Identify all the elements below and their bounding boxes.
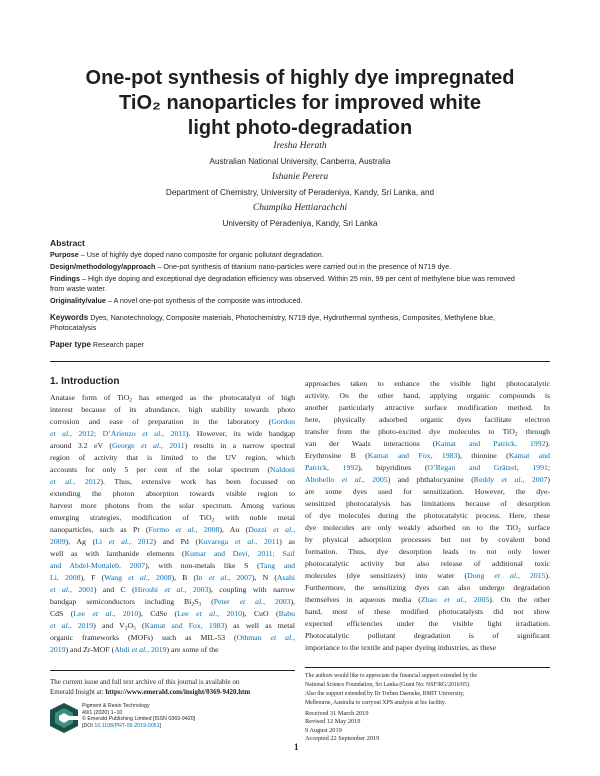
body-text: CdS ( xyxy=(50,609,74,619)
citation-link[interactable]: Reddy xyxy=(473,475,502,485)
body-text: ), coupling with narrow xyxy=(208,585,295,595)
publisher-info xyxy=(82,703,232,729)
citation-link[interactable]: Kamat and Fox, 1983 xyxy=(144,621,225,631)
citation-link[interactable]: , 2010 xyxy=(113,609,139,619)
article-title xyxy=(40,66,560,141)
keywords-text: Dyes, Nanotechnology, Composite materials, Photochemistry, N719 dye, Hydrothermal synthesis, Composites, Methylene blue, xyxy=(90,313,496,322)
findings-text: – High dye doping and exceptional dye degradation efficiency was observed. Within 25 min, 99 per cent of methylene blue was removed xyxy=(81,274,515,283)
body-text: ), CuO ( xyxy=(242,609,279,619)
author-name: Iresha Herath xyxy=(273,141,327,151)
body-line xyxy=(305,570,550,582)
archive-note-line xyxy=(50,687,300,697)
purpose-label: Purpose xyxy=(50,250,79,259)
body-text: ), CdSe ( xyxy=(138,609,178,619)
citation-link[interactable]: et al. xyxy=(341,475,363,485)
body-text: approaches taken to enhance the visible light photocatalytic xyxy=(305,379,550,388)
body-text: transfer from the photo-excited dye molecules to TiO xyxy=(305,427,515,437)
body-text: ) and C ( xyxy=(93,585,135,595)
body-text: ). On the other xyxy=(489,595,550,605)
abstract-design xyxy=(50,262,550,272)
body-text: interest because of its abundance, high stability towards photo xyxy=(50,405,295,415)
doi-suffix: ] xyxy=(159,722,162,729)
body-line xyxy=(305,510,550,522)
body-text: ) as xyxy=(279,537,295,547)
body-text: 5 xyxy=(133,625,136,632)
acknowledgement-line: National Science Foundation, Sri Lanka (Grant No: NSF/RG/2016/05). xyxy=(305,682,471,688)
citation-link[interactable]: , 2007 xyxy=(522,475,548,485)
citation-link[interactable]: , 2008 xyxy=(195,525,220,535)
acknowledgement xyxy=(305,672,555,708)
body-line xyxy=(305,450,550,462)
body-text: photocatalytic activity but also release of additional toxic xyxy=(305,559,550,569)
originality-text: – A novel one-pot synthesis of the composite was introduced. xyxy=(107,296,303,305)
body-text: Photocatalytic pollutant degradation is of significant xyxy=(305,631,550,641)
citation-link[interactable]: et al. xyxy=(142,429,163,439)
body-text: Anatase form of TiO xyxy=(50,393,130,402)
keywords-cont: Photocatalysis xyxy=(50,323,97,332)
citation-link[interactable]: et al. xyxy=(270,633,294,643)
body-text: 2 xyxy=(514,431,518,438)
citation-link[interactable]: Kuvarega xyxy=(198,537,235,547)
citation-link[interactable]: 2009 xyxy=(50,537,66,547)
citation-link[interactable]: O’Regan and Grätzel, 1991 xyxy=(427,463,548,473)
body-text: extending the photon absorption towards visible region to xyxy=(50,489,295,499)
citation-link[interactable]: , 2011 xyxy=(162,429,186,439)
archive-note-line: The current issue and full text archive of this journal is available on xyxy=(50,678,240,686)
acknowledgement-line: Also the support extended by Dr Torben Daeneke, RMIT University, xyxy=(305,691,465,697)
citation-link[interactable]: et al. xyxy=(208,573,229,583)
body-text: ) and Zr-MOF ( xyxy=(65,645,115,655)
body-text: activity. On the other hand, applying organic compounds is xyxy=(305,391,550,401)
date-accepted: Accepted 22 September 2019 xyxy=(305,735,380,743)
date-revised: Revised 12 May 2019 xyxy=(305,718,361,726)
body-line xyxy=(50,632,295,644)
citation-link[interactable]: , 2012 xyxy=(129,537,154,547)
body-line xyxy=(50,620,295,632)
citation-link[interactable]: , 2012 xyxy=(73,477,101,487)
body-line xyxy=(50,608,295,620)
citation-link[interactable]: , 2015 xyxy=(517,571,546,581)
author-name: Champika Hettiarachchi xyxy=(252,203,348,213)
citation-link[interactable]: , 2003 xyxy=(184,585,209,595)
citation-link[interactable]: , xyxy=(293,633,295,643)
citation-link[interactable]: , 2010 xyxy=(217,609,243,619)
body-line xyxy=(305,474,550,486)
body-text: ), thionine ( xyxy=(457,451,509,461)
body-text: Furthermore, the sensitizing dyes can also undergo degradation xyxy=(305,583,550,593)
citation-link[interactable]: Babu xyxy=(278,609,295,619)
body-line xyxy=(50,584,295,596)
body-text: another particularly attractive surface modification method. In xyxy=(305,403,550,413)
body-text: sensitized photocatalysis has limitations because of desorption xyxy=(305,499,550,509)
body-text: emerging strategies, modification of TiO xyxy=(50,513,212,523)
citation-link[interactable]: Kumar and Devi, 2011; Saif xyxy=(184,549,295,559)
citation-link[interactable]: et al. xyxy=(443,595,465,605)
body-line xyxy=(50,524,295,536)
paper-type xyxy=(50,340,550,350)
findings-label: Findings xyxy=(50,274,80,283)
citation-link[interactable]: Kamat and xyxy=(508,451,550,461)
doi-prefix: [DOI xyxy=(82,722,95,729)
body-line xyxy=(50,440,295,452)
emerald-logo-icon xyxy=(50,703,78,733)
keywords xyxy=(50,313,550,323)
body-line xyxy=(305,582,550,594)
body-column-left xyxy=(50,392,295,656)
body-line xyxy=(50,560,295,572)
paper-type-text: Research paper xyxy=(92,340,145,349)
body-text: ), F ( xyxy=(80,573,105,583)
body-text: accounts for only 5 per cent of the solar spectrum ( xyxy=(50,465,271,475)
citation-link[interactable]: , 2011 xyxy=(255,537,280,547)
citation-link[interactable]: et al. xyxy=(128,573,148,583)
citation-link[interactable]: Othman xyxy=(236,633,271,643)
body-text: has emerged as the photocatalyst of high xyxy=(132,393,295,402)
citation-link[interactable]: et al. xyxy=(131,645,148,655)
body-line xyxy=(50,476,295,488)
acknowledgement-line: Melbourne, Australia to carryout XPS analysis at his facility. xyxy=(305,700,446,706)
divider xyxy=(50,361,550,362)
body-line xyxy=(305,594,550,606)
body-line xyxy=(305,546,550,558)
body-text: ; xyxy=(547,463,550,473)
body-text: O xyxy=(127,621,134,631)
citation-link[interactable]: George xyxy=(111,441,142,451)
body-line xyxy=(305,558,550,570)
body-line xyxy=(305,414,550,426)
body-line xyxy=(50,404,295,416)
citation-link[interactable]: et al. xyxy=(239,597,264,607)
body-text: 2 xyxy=(124,625,128,632)
citation-link[interactable]: et al. xyxy=(92,609,114,619)
acknowledgement-line: The authors would like to appreciate the financial support extended by the xyxy=(305,673,478,679)
body-text: are some dyes used for sensitization. However, the dye- xyxy=(305,487,550,497)
paper-type-label: Paper type xyxy=(50,340,91,349)
body-line xyxy=(305,630,550,642)
citation-link[interactable]: , 2007 xyxy=(228,573,252,583)
divider xyxy=(305,667,550,668)
citation-link[interactable]: Patrick, 1992 xyxy=(305,463,359,473)
citation-link[interactable]: Gordon xyxy=(271,417,295,427)
design-text: – One-pot synthesis of titanium nano-particles were carried out in the presence of N719 dye. xyxy=(157,262,452,271)
body-text: ) as well as metal xyxy=(224,621,295,631)
archive-note-prefix: Emerald Insight at: xyxy=(50,688,106,696)
body-text: 2 xyxy=(518,527,521,534)
divider xyxy=(50,670,295,671)
body-line xyxy=(50,512,295,524)
body-text: around 3.2 eV ( xyxy=(50,441,112,451)
body-text: harvest more photons from the solar spectrum. Among various xyxy=(50,501,295,511)
body-text: ) results in a narrow spectral xyxy=(184,441,295,451)
journal-volume: 49/1 (2020) 1–10 xyxy=(82,709,123,716)
body-text: ) and phthalocyanine ( xyxy=(387,475,474,485)
body-text: ). xyxy=(545,439,550,449)
body-text: with noble metal xyxy=(214,513,295,523)
body-line xyxy=(50,464,295,476)
body-text: ). xyxy=(545,571,550,581)
section-heading: 1. Introduction xyxy=(50,376,120,387)
citation-link[interactable]: et al. xyxy=(50,429,71,439)
citation-link[interactable]: Lee xyxy=(73,609,93,619)
doi-line xyxy=(82,723,232,730)
citation-link[interactable]: 2019 xyxy=(50,645,66,655)
body-line xyxy=(50,572,295,584)
body-text: S xyxy=(194,597,199,607)
body-text: importance to the textile and paper dyeing industries, as these xyxy=(305,643,497,653)
body-line xyxy=(305,426,550,438)
citation-link[interactable]: Formo xyxy=(148,525,176,535)
citation-link[interactable]: Kamat and Fox, 1983 xyxy=(367,451,458,461)
body-line xyxy=(305,534,550,546)
citation-link[interactable]: , 2019 xyxy=(147,645,167,655)
body-text: ( xyxy=(201,597,214,607)
date-revised-2: 9 August 2019 xyxy=(305,726,342,734)
body-text: surface xyxy=(520,523,550,533)
citation-link[interactable]: Peter xyxy=(213,597,240,607)
body-line xyxy=(50,500,295,512)
body-text: molecules (dye sensitizers) into water ( xyxy=(305,571,468,581)
citation-link[interactable]: et al. xyxy=(234,537,256,547)
citation-link[interactable]: and Abdel-Mottaleb, 2007 xyxy=(50,561,146,571)
archive-link[interactable]: https://www.emerald.com/insight/0369-9420.htm xyxy=(105,688,251,696)
citation-link[interactable]: , 2011 xyxy=(161,441,185,451)
citation-link[interactable]: Dozzi xyxy=(248,525,274,535)
body-line xyxy=(305,522,550,534)
article-dates xyxy=(305,710,505,744)
body-text: by physical adsorption processes but not by covalent bond xyxy=(305,535,550,545)
body-text: ), xyxy=(290,597,295,607)
abstract-findings xyxy=(50,274,550,284)
body-line xyxy=(50,428,295,440)
citation-link[interactable]: Asahi xyxy=(276,573,295,583)
body-text: formation. Thus, dye desorption leads to not only lower xyxy=(305,547,550,557)
citation-link[interactable]: Abdi xyxy=(114,645,132,655)
body-text: hand, most of these modified photocatalysts did not show xyxy=(305,607,550,617)
body-text: ), with non-metals like S ( xyxy=(145,561,260,571)
body-column-right xyxy=(305,378,550,654)
body-text: ). Thus, extensive work has been focussed on xyxy=(100,477,295,487)
body-text: ), N ( xyxy=(251,573,277,583)
body-text: ( xyxy=(135,621,145,631)
body-text: nanoparticles, such as Pt ( xyxy=(50,525,149,535)
body-text: ) are some of the xyxy=(166,645,219,655)
citation-link[interactable]: Wang xyxy=(104,573,129,583)
body-line xyxy=(305,498,550,510)
author-affiliation: Australian National University, Canberra, Australia xyxy=(209,157,391,166)
body-text: themselves in aqueous media ( xyxy=(305,595,421,605)
title-line: One-pot synthesis of highly dye impregnated xyxy=(85,67,515,89)
abstract-originality xyxy=(50,296,550,306)
body-text: ), Au ( xyxy=(219,525,249,535)
body-text: through xyxy=(517,427,550,437)
abstract-heading: Abstract xyxy=(50,238,85,248)
design-label: Design/methodology/approach xyxy=(50,262,156,271)
body-line xyxy=(50,452,295,464)
body-text: ) and Pd ( xyxy=(153,537,199,547)
body-line xyxy=(50,548,295,560)
body-text: ). However, its wide bandgap xyxy=(185,429,295,439)
body-text: expected efficiencies under the visible light irradiation. xyxy=(305,619,550,629)
citation-link[interactable]: , 2008 xyxy=(147,573,172,583)
citation-link[interactable]: Naldoni xyxy=(270,465,295,475)
purpose-text: – Use of highly dye doped nano composite for organic pollutant degradation. xyxy=(80,250,324,259)
archive-note xyxy=(50,677,300,697)
body-text: 2 xyxy=(191,601,195,608)
citation-link[interactable]: et al. xyxy=(175,525,196,535)
body-text: corrosion and ease of preparation in the laboratory ( xyxy=(50,417,272,427)
citation-link[interactable]: et al. xyxy=(501,475,523,485)
body-text: ) xyxy=(547,475,550,485)
body-line xyxy=(305,402,550,414)
body-line xyxy=(305,486,550,498)
body-text: dye molecules are only weakly adsorbed on to the TiO xyxy=(305,523,519,533)
author-affiliation: University of Peradeniya, Kandy, Sri Lanka xyxy=(222,219,378,228)
title-line: light photo-degradation xyxy=(187,117,413,139)
body-text: 2 xyxy=(129,397,133,404)
body-text: ) and V xyxy=(93,621,125,631)
title-line: TiO₂ nanoparticles for improved white xyxy=(119,92,481,114)
citation-link[interactable]: , 2005 xyxy=(362,475,388,485)
date-received: Received 31 March 2019 xyxy=(305,710,369,717)
citation-link[interactable]: In xyxy=(196,573,209,583)
body-line xyxy=(305,618,550,630)
body-text: 3 xyxy=(198,601,202,608)
citation-link[interactable]: Kamat and Patrick, 1992 xyxy=(435,439,546,449)
abstract-purpose xyxy=(50,250,550,260)
citation-link[interactable]: , 2003 xyxy=(263,597,291,607)
citation-link[interactable]: et al. xyxy=(141,441,162,451)
citation-link[interactable]: et al. xyxy=(273,525,294,535)
citation-link[interactable]: , xyxy=(293,525,295,535)
page-number: 1 xyxy=(294,742,299,752)
body-line xyxy=(305,378,550,390)
abstract-findings-cont: from waste water. xyxy=(50,284,107,293)
citation-link[interactable]: et al. xyxy=(50,621,70,631)
citation-link[interactable]: et al. xyxy=(108,537,130,547)
author-affiliation: Department of Chemistry, University of Peradeniya, Kandy, Sri Lanka, and xyxy=(165,188,435,197)
citation-link[interactable]: Altobello xyxy=(305,475,342,485)
citation-link[interactable]: , 2019 xyxy=(69,621,94,631)
body-text: ), Ag ( xyxy=(65,537,96,547)
body-line xyxy=(305,438,550,450)
citation-link[interactable]: Tang and xyxy=(259,561,295,571)
body-text: organic frameworks (MOFs) such as MIL-53 ( xyxy=(50,633,237,643)
body-text: here, physically adsorbed organic dyes facilitate electron xyxy=(305,415,550,425)
body-line xyxy=(50,392,295,404)
citation-link[interactable]: Li xyxy=(95,537,109,547)
body-line xyxy=(305,390,550,402)
citation-link[interactable]: et al. xyxy=(50,585,70,595)
body-line xyxy=(50,416,295,428)
citation-link[interactable]: et al. xyxy=(494,571,518,581)
author-name: Ishanie Perera xyxy=(271,172,329,182)
citation-link[interactable]: , 2012; D’Arienzo xyxy=(70,429,143,439)
keywords-label: Keywords xyxy=(50,313,89,322)
body-text: of dye molecules during the photocatalytic process. Here, these xyxy=(305,511,550,521)
copyright: © Emerald Publishing Limited [ISSN 0369-9420] xyxy=(82,716,196,723)
body-line xyxy=(50,596,295,608)
citation-link[interactable]: Li, 2008 xyxy=(50,573,81,583)
body-line xyxy=(305,642,550,654)
citation-link[interactable]: Lee xyxy=(177,609,197,619)
citation-link[interactable]: , 2001 xyxy=(70,585,94,595)
citation-link[interactable]: et al. xyxy=(196,609,218,619)
citation-link[interactable]: Zhao xyxy=(420,595,444,605)
body-text: 2 xyxy=(211,517,215,524)
citation-link[interactable]: Dong xyxy=(467,571,495,581)
body-line xyxy=(305,462,550,474)
citation-link[interactable]: et al. xyxy=(50,477,74,487)
citation-link[interactable]: Hiroshi xyxy=(134,585,165,595)
body-line xyxy=(50,644,295,656)
doi-link[interactable]: 10.1108/PRT-05-2019-0051 xyxy=(94,722,160,729)
body-text: Erythrosine B ( xyxy=(305,451,368,461)
body-text: ), bipyridines ( xyxy=(358,463,428,473)
body-line xyxy=(50,488,295,500)
citation-link[interactable]: , 2005 xyxy=(464,595,490,605)
body-text: van der Waals interactions ( xyxy=(305,439,436,449)
journal-name: Pigment & Resin Technology xyxy=(82,703,150,709)
body-line xyxy=(305,606,550,618)
body-line xyxy=(50,536,295,548)
citation-link[interactable]: et al. xyxy=(164,585,185,595)
body-text: bandgap semiconductors including Bi xyxy=(50,597,192,607)
body-text: well as with lanthanide elements ( xyxy=(50,549,185,559)
body-text: region of activity that is limited to the UV region, which xyxy=(50,453,295,463)
body-text: ), B ( xyxy=(171,573,197,583)
originality-label: Originality/value xyxy=(50,296,106,305)
